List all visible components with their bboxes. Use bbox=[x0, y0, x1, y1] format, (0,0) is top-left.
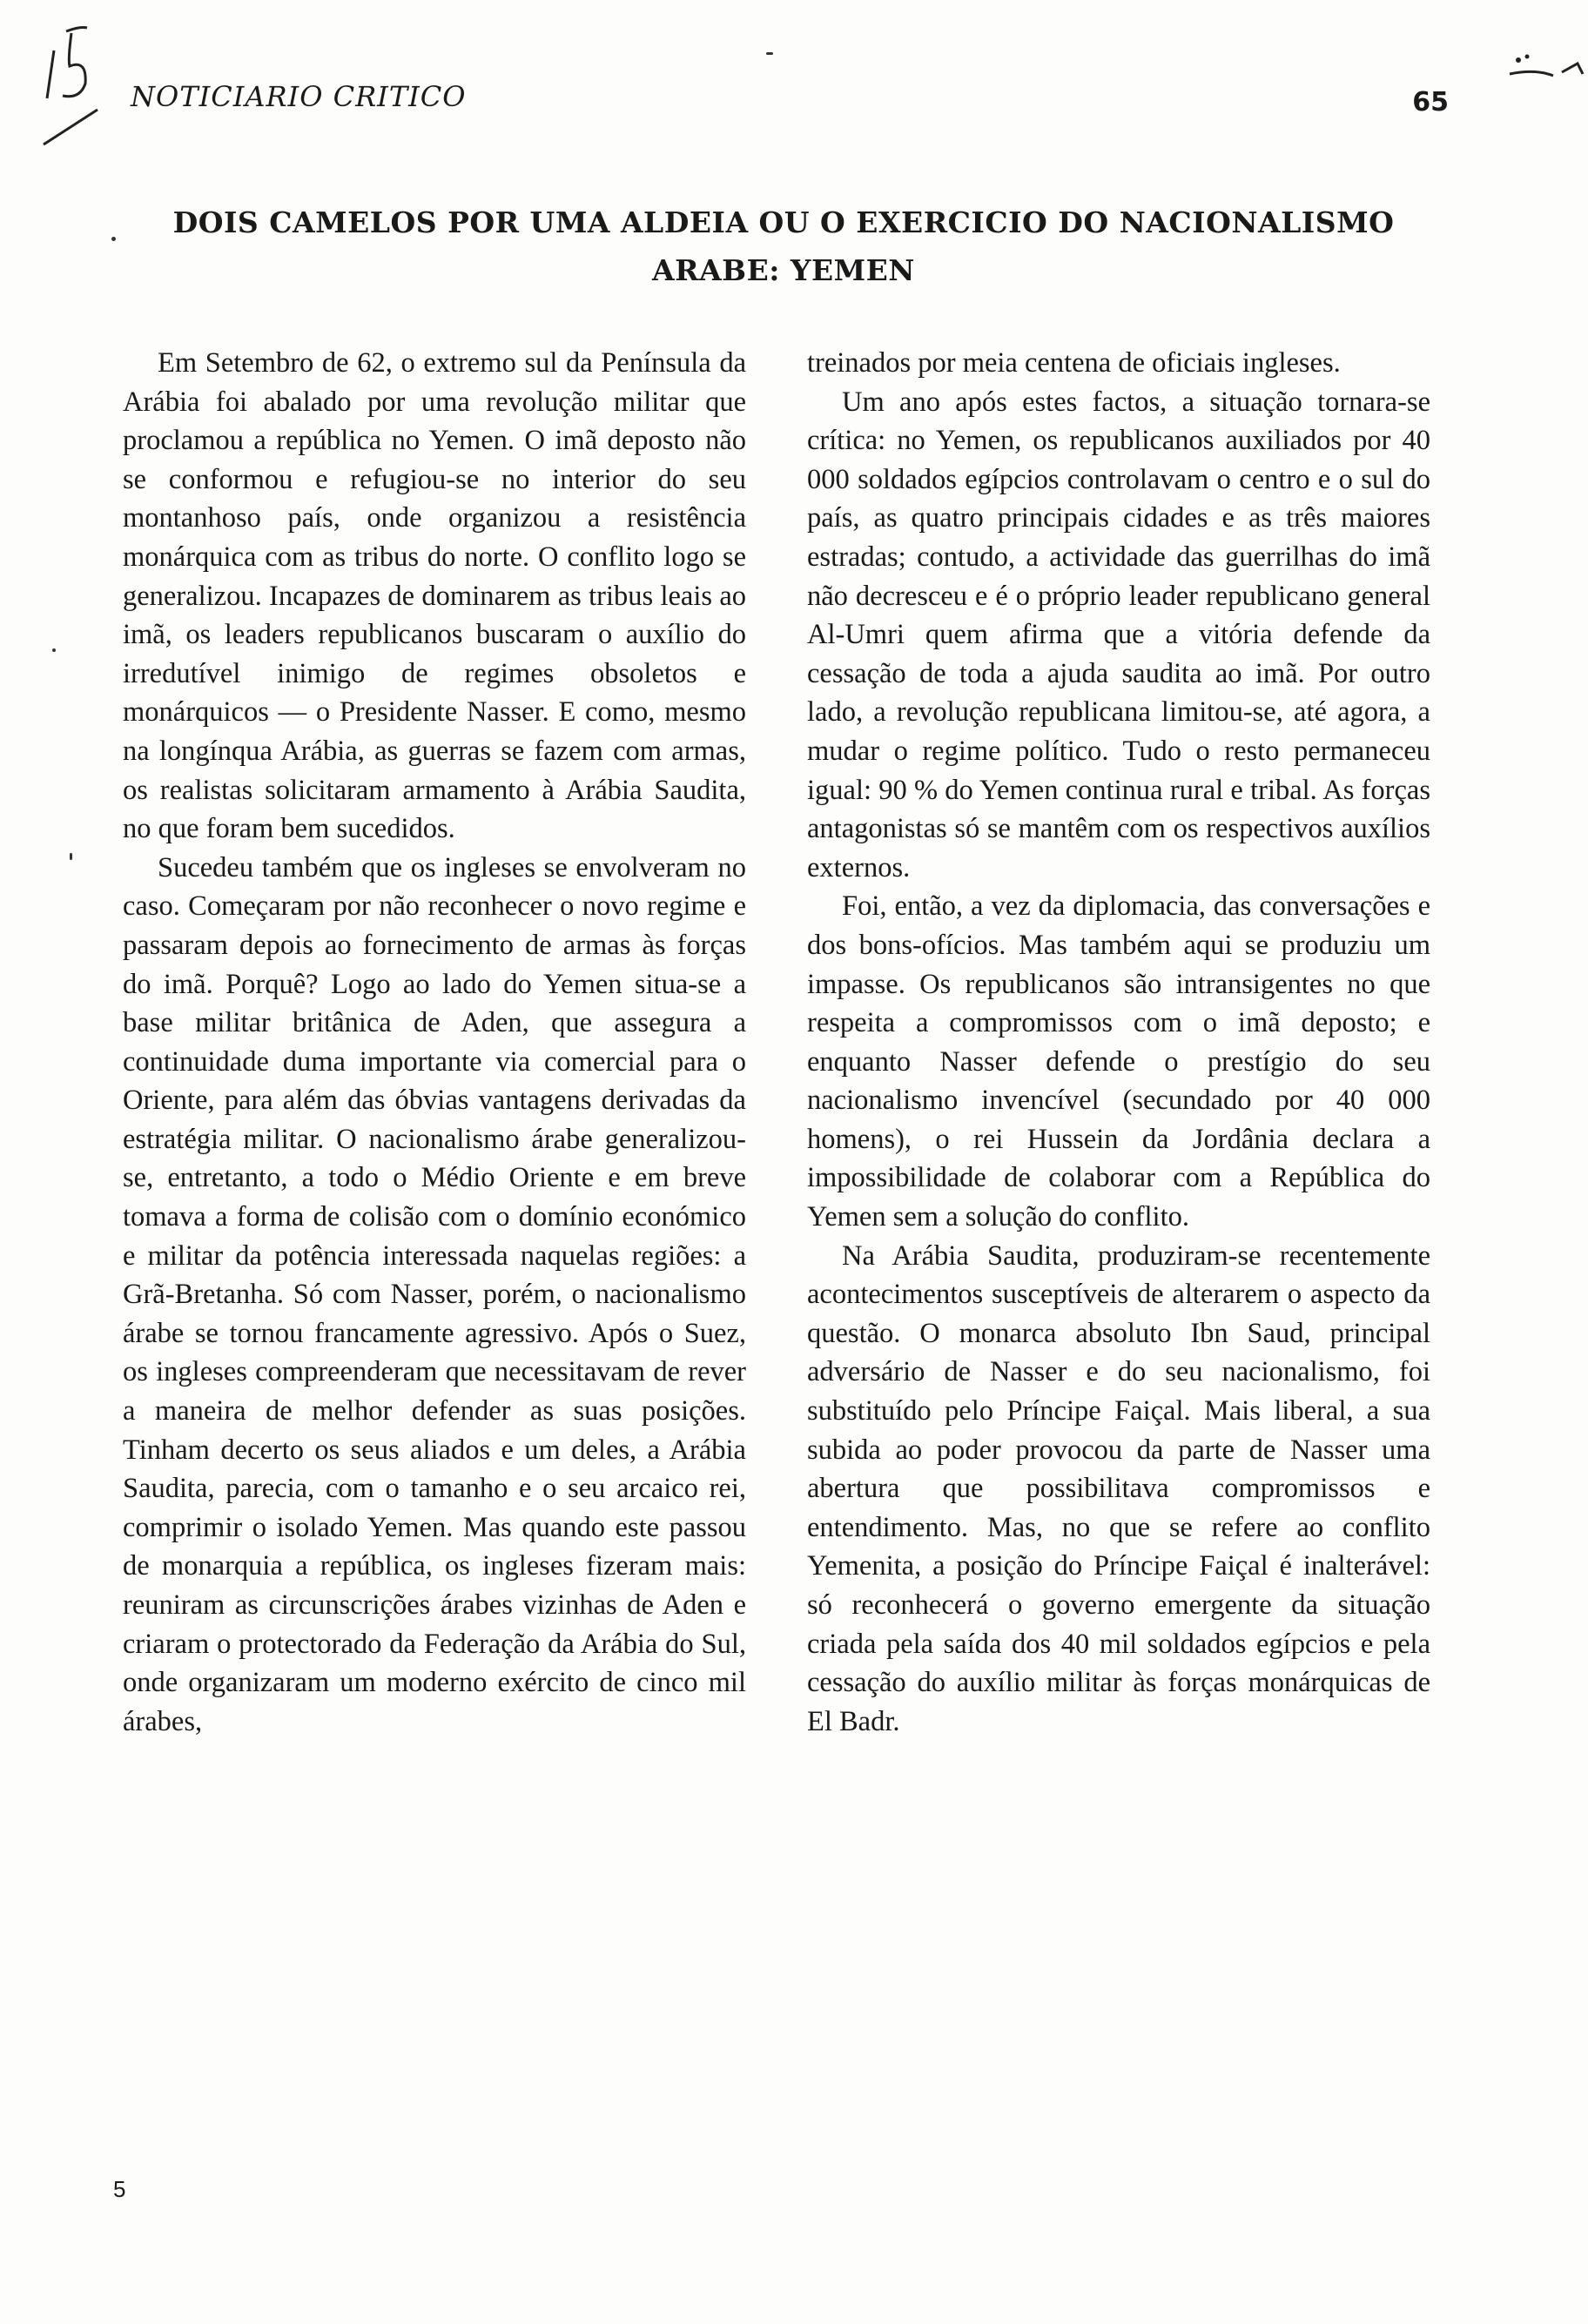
print-speck bbox=[111, 237, 116, 241]
paragraph: Na Arábia Saudita, produziram-se recentemente acontecimentos susceptíveis de alterarem o aspecto da questão. O monarca absoluto Ibn Saud, principal adversário de Nasser e do seu nacionalismo, foi substituído pelo Príncipe Faiçal. Mais liberal, a sua subida ao poder provocou da parte de Nasser uma abertura que possibilitava compromissos e entendimento. Mas, no que se refere ao conflito Yemenita, a posição do Príncipe Faiçal é inalterável: só reconhecerá o governo emergente da situação criada pela saída dos 40 mil soldados egípcios e pela cessação do auxílio militar às forças monárquicas de El Badr. bbox=[807, 1239, 1430, 1737]
paragraph: Em Setembro de 62, o extremo sul da Península da Arábia foi abalado por uma revolução militar que proclamou a república no Yemen. O imã deposto não se conformou e refugiou-se no interior do seu montanhoso país, onde organizou a resistência monárquica com as tribus do norte. O conflito logo se generalizou. Incapazes de dominarem as tribus leais ao imã, os leaders republicanos buscaram o auxílio do irredutível inimigo de regimes obsoletos e monárquicos — o Presidente Nasser. E como, mesmo na longínqua Arábia, as guerras se fazem com armas, os realistas solicitaram armamento à Arábia Saudita, no que foram bem sucedidos. bbox=[123, 347, 746, 845]
print-speck bbox=[766, 52, 773, 55]
paragraph-continuation: treinados por meia centena de oficiais ingleses. bbox=[807, 347, 1341, 379]
handwritten-page-mark bbox=[37, 16, 106, 146]
corner-specks bbox=[1492, 48, 1588, 100]
print-speck bbox=[52, 648, 56, 652]
right-column bbox=[807, 344, 1430, 1741]
print-speck bbox=[70, 853, 72, 860]
running-head: NOTICIARIO CRITICO bbox=[131, 80, 467, 113]
article-title bbox=[122, 198, 1445, 294]
paragraph: Foi, então, a vez da diplomacia, das conversações e dos bons-ofícios. Mas também aqui se produziu um impasse. Os republicanos são intransigentes no que respeita a compromissos com o imã deposto; e enquanto Nasser defende o prestígio do seu nacionalismo invencível (secundado por 40 000 homens), o rei Hussein da Jordânia declara a impossibilidade de colaborar com a República do Yemen sem a solução do conflito. bbox=[807, 890, 1430, 1233]
page-number: 65 bbox=[1412, 87, 1449, 118]
paragraph: Sucedeu também que os ingleses se envolveram no caso. Começaram por não reconhecer o novo regime e passaram depois ao fornecimento de armas às forças do imã. Porquê? Logo ao lado do Yemen situa-se a base militar britânica de Aden, que assegura a continuidade duma importante via comercial para o Oriente, para além das óbvias vantagens derivadas da estratégia militar. O nacionalismo árabe generalizou-se, entretanto, a todo o Médio Oriente e em breve tomava a forma de colisão com o domínio económico e militar da potência interessada naquelas regiões: a Grã-Bretanha. Só com Nasser, porém, o nacionalismo árabe se tornou francamente agressivo. Após o Suez, os ingleses compreenderam que necessitavam de rever a maneira de melhor defender as suas posições. Tinham decerto os seus aliados e um deles, a Arábia Saudita, parecia, com o tamanho e o seu arcaico rei, comprimir o isolado Yemen. Mas quando este passou de monarquia a república, os ingleses fizeram mais: reuniram as circunscrições árabes vizinhas de Aden e criaram o protectorado da Federação da Arábia do Sul, onde organizaram um moderno exército de cinco mil árabes, bbox=[123, 851, 746, 1737]
article-title-line-2: ARABE: YEMEN bbox=[652, 253, 915, 287]
paragraph: Um ano após estes factos, a situação tornara-se crítica: no Yemen, os republicanos auxiliados por 40 000 soldados egípcios controlavam o centro e o sul do país, as quatro principais cidades e as três maiores estradas; contudo, a actividade das guerrilhas do imã não decresceu e é o próprio leader republicano general Al-Umri quem afirma que a vitória defende da cessação de toda a ajuda saudita ao imã. Por outro lado, a revolução republicana limitou-se, até agora, a mudar o regime político. Tudo o resto permaneceu igual: 90 % do Yemen continua rural e tribal. As forças antagonistas só se mantêm com os respectivos auxílios externos. bbox=[807, 386, 1430, 883]
article-title-line-1: DOIS CAMELOS POR UMA ALDEIA OU O EXERCICIO DO NACIONALISMO bbox=[172, 205, 1395, 239]
signature-mark: 5 bbox=[113, 2176, 126, 2202]
left-column bbox=[123, 344, 746, 1741]
